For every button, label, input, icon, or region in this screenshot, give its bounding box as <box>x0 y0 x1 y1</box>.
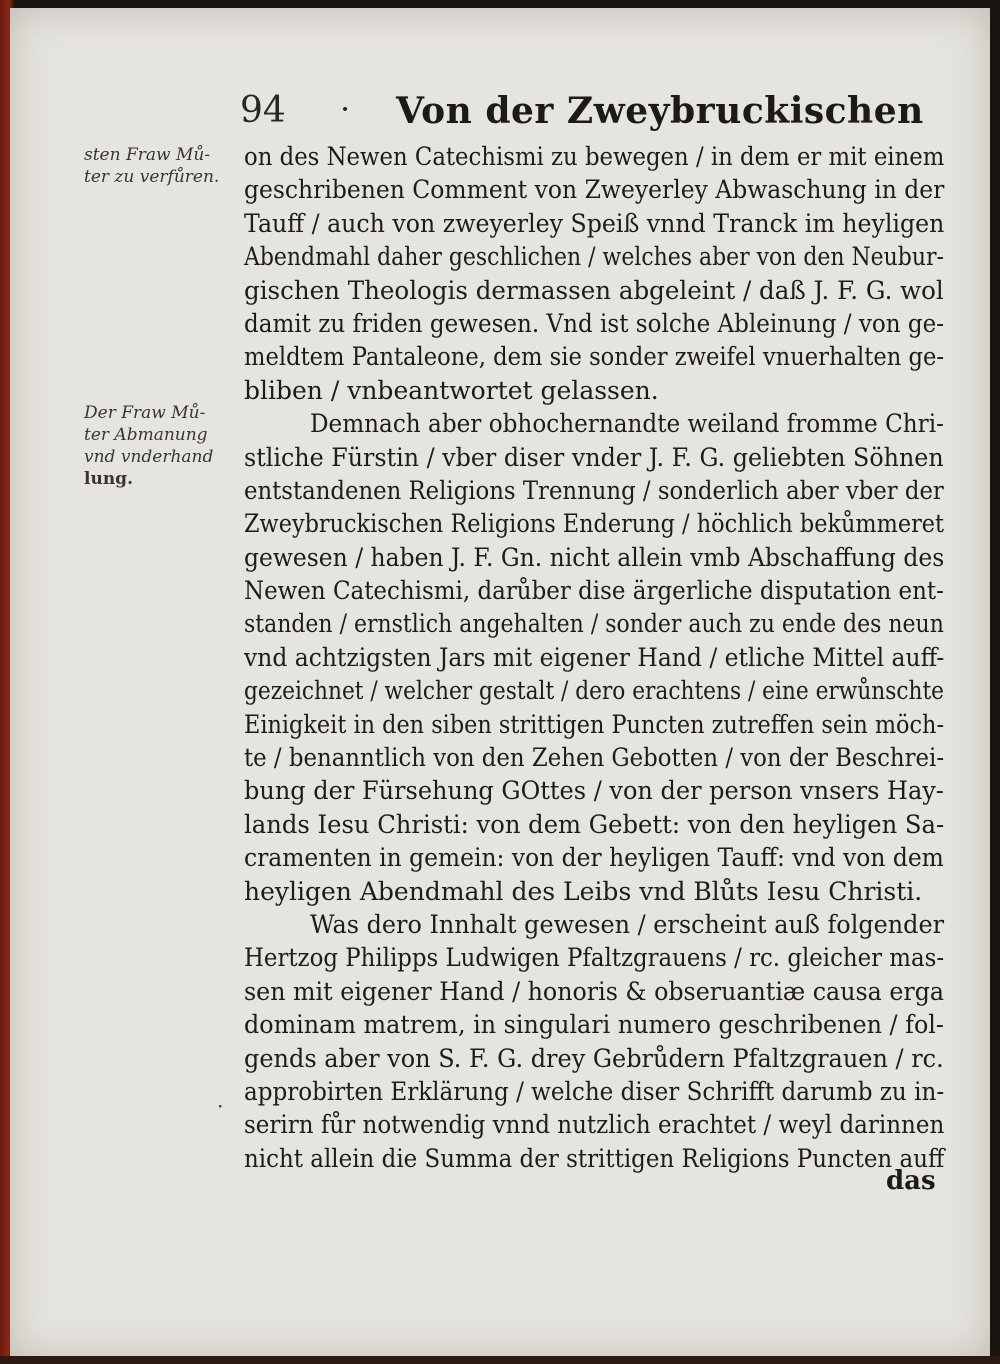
marginal-line: sten Fraw Mů- <box>84 145 211 165</box>
text-line: approbirten Erklärung / welche diser Schrifft darumb zu in- <box>244 1076 945 1106</box>
text-line: Newen Catechismi, darůber dise ärgerliche disputation ent- <box>244 576 944 606</box>
header-dot: · <box>340 90 351 128</box>
text-line: on des Newen Catechismi zu bewegen / in dem er mit einem <box>244 142 945 171</box>
page-header <box>240 88 924 140</box>
body-text <box>244 140 944 1175</box>
text-line: geschribenen Comment von Zweyerley Abwaschung in der <box>244 175 945 205</box>
text-line: vnd achtzigsten Jars mit eigener Hand / etliche Mittel auff- <box>244 642 945 672</box>
text-line: Tauff / auch von zweyerley Speiß vnnd Tranck im heyligen <box>244 208 945 238</box>
page-number: 94 <box>240 90 286 131</box>
text-line: meldtem Pantaleone, dem sie sonder zweifel vnuerhalten ge- <box>244 342 945 372</box>
text-line: sen mit eigener Hand / honoris & obseruantiæ causa erga <box>244 976 945 1006</box>
marginal-line: lung. <box>84 469 133 489</box>
text-line: te / benanntlich von den Zehen Gebotten / von der Beschrei- <box>244 743 945 773</box>
text-line: serirn fůr notwendig vnnd nutzlich erachtet / weyl darinnen <box>244 1110 945 1140</box>
text-line: dominam matrem, in singulari numero geschribenen / fol- <box>244 1010 944 1040</box>
text-line: standen / ernstlich angehalten / sonder auch zu ende des neun <box>244 609 944 639</box>
text-line: Einigkeit in den siben strittigen Puncten zutreffen sein möch- <box>244 709 945 739</box>
marginal-note-2 <box>84 402 246 490</box>
text-line: Hertzog Philipps Ludwigen Pfaltzgrauens / rc. gleicher mas- <box>244 943 945 973</box>
text-line: bliben / vnbeantwortet gelassen. <box>244 375 659 405</box>
text-line: damit zu friden gewesen. Vnd ist solche Ableinung / von ge- <box>244 308 945 338</box>
text-line: lands Iesu Christi: von dem Gebett: von den heyligen Sa- <box>244 809 945 839</box>
text-line: entstandenen Religions Trennung / sonderlich aber vber der <box>244 475 944 505</box>
page-edge-bottom <box>0 1356 1000 1364</box>
text-line: gischen Theologis dermassen abgeleint / daß J. F. G. wol <box>244 275 944 305</box>
text-line: stliche Fürstin / vber diser vnder J. F. G. geliebten Söhnen <box>244 442 944 472</box>
marginal-line: vnd vnderhand <box>84 447 214 467</box>
text-line: cramenten in gemein: von der heyligen Tauff: vnd von dem <box>244 843 944 873</box>
margin-mark: · <box>217 1094 224 1118</box>
text-line: gezeichnet / welcher gestalt / dero erachtens / eine erwůnschte <box>244 676 945 706</box>
marginal-note-1 <box>84 144 246 188</box>
text-line: nicht allein die Summa der strittigen Religions Puncten auff <box>244 1143 945 1173</box>
text-line: heyligen Abendmahl des Leibs vnd Blůts Iesu Christi. <box>244 876 923 906</box>
text-line: Zweybruckischen Religions Enderung / höchlich bekůmmeret <box>244 509 945 539</box>
marginal-line: ter Abmanung <box>84 425 208 445</box>
running-head: Von der Zweybruckischen <box>396 90 924 132</box>
text-line: gends aber von S. F. G. drey Gebrůdern Pfaltzgrauen / rc. <box>244 1043 944 1073</box>
marginal-line: Der Fraw Mů- <box>84 403 206 423</box>
text-line: Was dero Innhalt gewesen / erscheint auß folgender <box>310 909 945 939</box>
text-line: Demnach aber obhochernandte weiland fromme Chri- <box>310 409 944 439</box>
text-line: gewesen / haben J. F. Gn. nicht allein vmb Abschaffung des <box>244 542 945 572</box>
catchword: das <box>886 1166 936 1196</box>
text-line: Abendmahl daher geschlichen / welches aber von den Neubur- <box>244 242 944 272</box>
text-line: bung der Fürsehung GOttes / von der person vnsers Hay- <box>244 776 944 806</box>
marginal-line: ter zu verfůren. <box>84 167 220 187</box>
